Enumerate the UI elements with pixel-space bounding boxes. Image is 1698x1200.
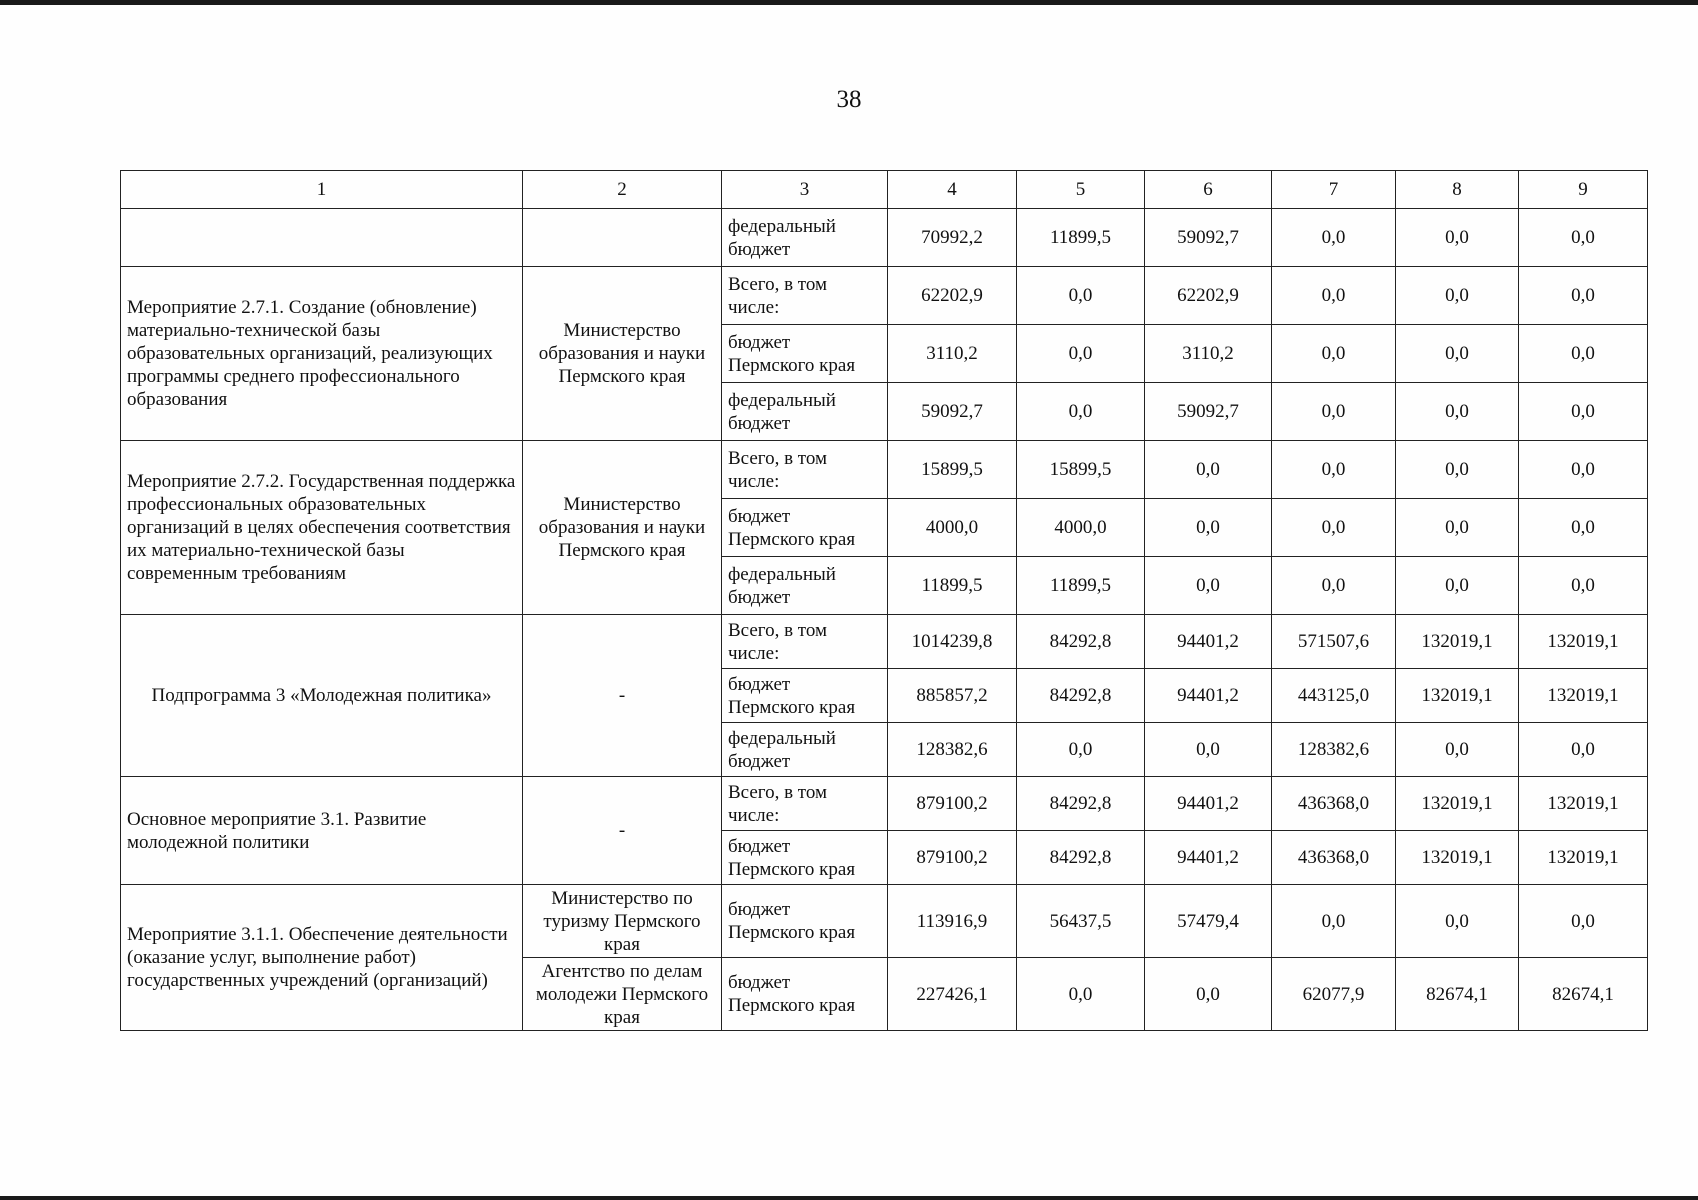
value-cell: 0,0: [1396, 885, 1519, 958]
value-cell: 0,0: [1519, 723, 1648, 777]
value-cell: 132019,1: [1519, 777, 1648, 831]
funding-source: Всего, в том числе:: [722, 267, 888, 325]
value-cell: 84292,8: [1017, 669, 1145, 723]
budget-table: [120, 170, 1648, 1031]
value-cell: 0,0: [1396, 325, 1519, 383]
page-number: 38: [836, 86, 862, 113]
value-cell: 0,0: [1145, 557, 1272, 615]
value-cell: 0,0: [1272, 885, 1396, 958]
value-cell: 59092,7: [1145, 383, 1272, 441]
value-cell: 132019,1: [1519, 615, 1648, 669]
executor: Агентство по делам молодежи Пермского края: [523, 958, 722, 1031]
value-cell: 84292,8: [1017, 615, 1145, 669]
executor: Министерство по туризму Пермского края: [523, 885, 722, 958]
value-cell: 4000,0: [888, 499, 1017, 557]
value-cell: 56437,5: [1017, 885, 1145, 958]
value-cell: 0,0: [1017, 958, 1145, 1031]
header-col-2: 2: [523, 171, 722, 209]
value-cell: 62202,9: [888, 267, 1017, 325]
value-cell: 0,0: [1272, 267, 1396, 325]
funding-source: бюджет Пермского края: [722, 885, 888, 958]
value-cell: 94401,2: [1145, 831, 1272, 885]
value-cell: 443125,0: [1272, 669, 1396, 723]
value-cell: 132019,1: [1396, 669, 1519, 723]
value-cell: 132019,1: [1396, 777, 1519, 831]
value-cell: 128382,6: [888, 723, 1017, 777]
value-cell: 0,0: [1396, 267, 1519, 325]
value-cell: 0,0: [1017, 723, 1145, 777]
table-row: [121, 441, 1648, 499]
value-cell: 57479,4: [1145, 885, 1272, 958]
value-cell: 1014239,8: [888, 615, 1017, 669]
funding-source: Всего, в том числе:: [722, 777, 888, 831]
value-cell: 132019,1: [1519, 831, 1648, 885]
activity-name: Мероприятие 2.7.1. Создание (обновление) материально-технической базы образовательных организаций, реализующих программы среднего профессионального образования: [121, 267, 523, 441]
value-cell: 0,0: [1145, 441, 1272, 499]
value-cell: 879100,2: [888, 777, 1017, 831]
value-cell: 0,0: [1396, 441, 1519, 499]
value-cell: 571507,6: [1272, 615, 1396, 669]
value-cell: 879100,2: [888, 831, 1017, 885]
value-cell: 0,0: [1272, 441, 1396, 499]
funding-source: федеральный бюджет: [722, 209, 888, 267]
value-cell: 11899,5: [1017, 209, 1145, 267]
header-col-5: 5: [1017, 171, 1145, 209]
value-cell: 0,0: [1272, 557, 1396, 615]
value-cell: 0,0: [1396, 383, 1519, 441]
value-cell: 94401,2: [1145, 669, 1272, 723]
value-cell: 0,0: [1272, 209, 1396, 267]
executor: -: [523, 777, 722, 885]
value-cell: 0,0: [1017, 325, 1145, 383]
value-cell: 0,0: [1519, 499, 1648, 557]
activity-name: Основное мероприятие 3.1. Развитие молодежной политики: [121, 777, 523, 885]
value-cell: 94401,2: [1145, 615, 1272, 669]
header-col-6: 6: [1145, 171, 1272, 209]
funding-source: федеральный бюджет: [722, 557, 888, 615]
value-cell: 70992,2: [888, 209, 1017, 267]
value-cell: 15899,5: [888, 441, 1017, 499]
value-cell: 436368,0: [1272, 831, 1396, 885]
activity-name: Мероприятие 3.1.1. Обеспечение деятельности (оказание услуг, выполнение работ) государственных учреждений (организаций): [121, 885, 523, 1031]
value-cell: 132019,1: [1396, 831, 1519, 885]
value-cell: 132019,1: [1396, 615, 1519, 669]
value-cell: 0,0: [1272, 325, 1396, 383]
value-cell: 84292,8: [1017, 831, 1145, 885]
value-cell: 62077,9: [1272, 958, 1396, 1031]
activity-name: [121, 209, 523, 267]
value-cell: 128382,6: [1272, 723, 1396, 777]
value-cell: 0,0: [1272, 499, 1396, 557]
value-cell: 82674,1: [1396, 958, 1519, 1031]
header-col-4: 4: [888, 171, 1017, 209]
value-cell: 436368,0: [1272, 777, 1396, 831]
value-cell: 0,0: [1519, 383, 1648, 441]
funding-source: Всего, в том числе:: [722, 615, 888, 669]
value-cell: 3110,2: [888, 325, 1017, 383]
table-row: [121, 885, 1648, 958]
header-row: [121, 171, 1648, 209]
funding-source: бюджет Пермского края: [722, 669, 888, 723]
value-cell: 0,0: [1145, 723, 1272, 777]
value-cell: 82674,1: [1519, 958, 1648, 1031]
value-cell: 62202,9: [1145, 267, 1272, 325]
funding-source: бюджет Пермского края: [722, 499, 888, 557]
executor: [523, 209, 722, 267]
value-cell: 15899,5: [1017, 441, 1145, 499]
header-col-8: 8: [1396, 171, 1519, 209]
value-cell: 0,0: [1145, 499, 1272, 557]
value-cell: 0,0: [1145, 958, 1272, 1031]
executor: -: [523, 615, 722, 777]
value-cell: 0,0: [1017, 267, 1145, 325]
funding-source: бюджет Пермского края: [722, 958, 888, 1031]
value-cell: 0,0: [1519, 441, 1648, 499]
table-row: [121, 209, 1648, 267]
value-cell: 132019,1: [1519, 669, 1648, 723]
value-cell: 113916,9: [888, 885, 1017, 958]
activity-name: Мероприятие 2.7.2. Государственная поддержка профессиональных образовательных организаций в целях обеспечения соответствия их материально-технической базы современным требованиям: [121, 441, 523, 615]
table-row: [121, 777, 1648, 831]
funding-source: бюджет Пермского края: [722, 831, 888, 885]
value-cell: 0,0: [1272, 383, 1396, 441]
value-cell: 0,0: [1519, 885, 1648, 958]
scan-bottom-edge: [0, 1196, 1698, 1200]
funding-source: Всего, в том числе:: [722, 441, 888, 499]
value-cell: 0,0: [1017, 383, 1145, 441]
value-cell: 0,0: [1519, 325, 1648, 383]
subprogram-name: Подпрограмма 3 «Молодежная политика»: [121, 615, 523, 777]
value-cell: 0,0: [1519, 267, 1648, 325]
value-cell: 59092,7: [888, 383, 1017, 441]
value-cell: 3110,2: [1145, 325, 1272, 383]
funding-source: бюджет Пермского края: [722, 325, 888, 383]
value-cell: 0,0: [1396, 499, 1519, 557]
executor: Министерство образования и науки Пермского края: [523, 267, 722, 441]
value-cell: 885857,2: [888, 669, 1017, 723]
value-cell: 11899,5: [1017, 557, 1145, 615]
table-row: [121, 267, 1648, 325]
funding-source: федеральный бюджет: [722, 723, 888, 777]
value-cell: 4000,0: [1017, 499, 1145, 557]
scan-top-edge: [0, 0, 1698, 5]
value-cell: 227426,1: [888, 958, 1017, 1031]
header-col-7: 7: [1272, 171, 1396, 209]
header-col-3: 3: [722, 171, 888, 209]
table-row: [121, 615, 1648, 669]
value-cell: 0,0: [1519, 209, 1648, 267]
value-cell: 84292,8: [1017, 777, 1145, 831]
header-col-1: 1: [121, 171, 523, 209]
value-cell: 0,0: [1396, 557, 1519, 615]
value-cell: 11899,5: [888, 557, 1017, 615]
funding-source: федеральный бюджет: [722, 383, 888, 441]
value-cell: 94401,2: [1145, 777, 1272, 831]
value-cell: 0,0: [1396, 723, 1519, 777]
header-col-9: 9: [1519, 171, 1648, 209]
executor: Министерство образования и науки Пермского края: [523, 441, 722, 615]
value-cell: 0,0: [1519, 557, 1648, 615]
value-cell: 0,0: [1396, 209, 1519, 267]
value-cell: 59092,7: [1145, 209, 1272, 267]
